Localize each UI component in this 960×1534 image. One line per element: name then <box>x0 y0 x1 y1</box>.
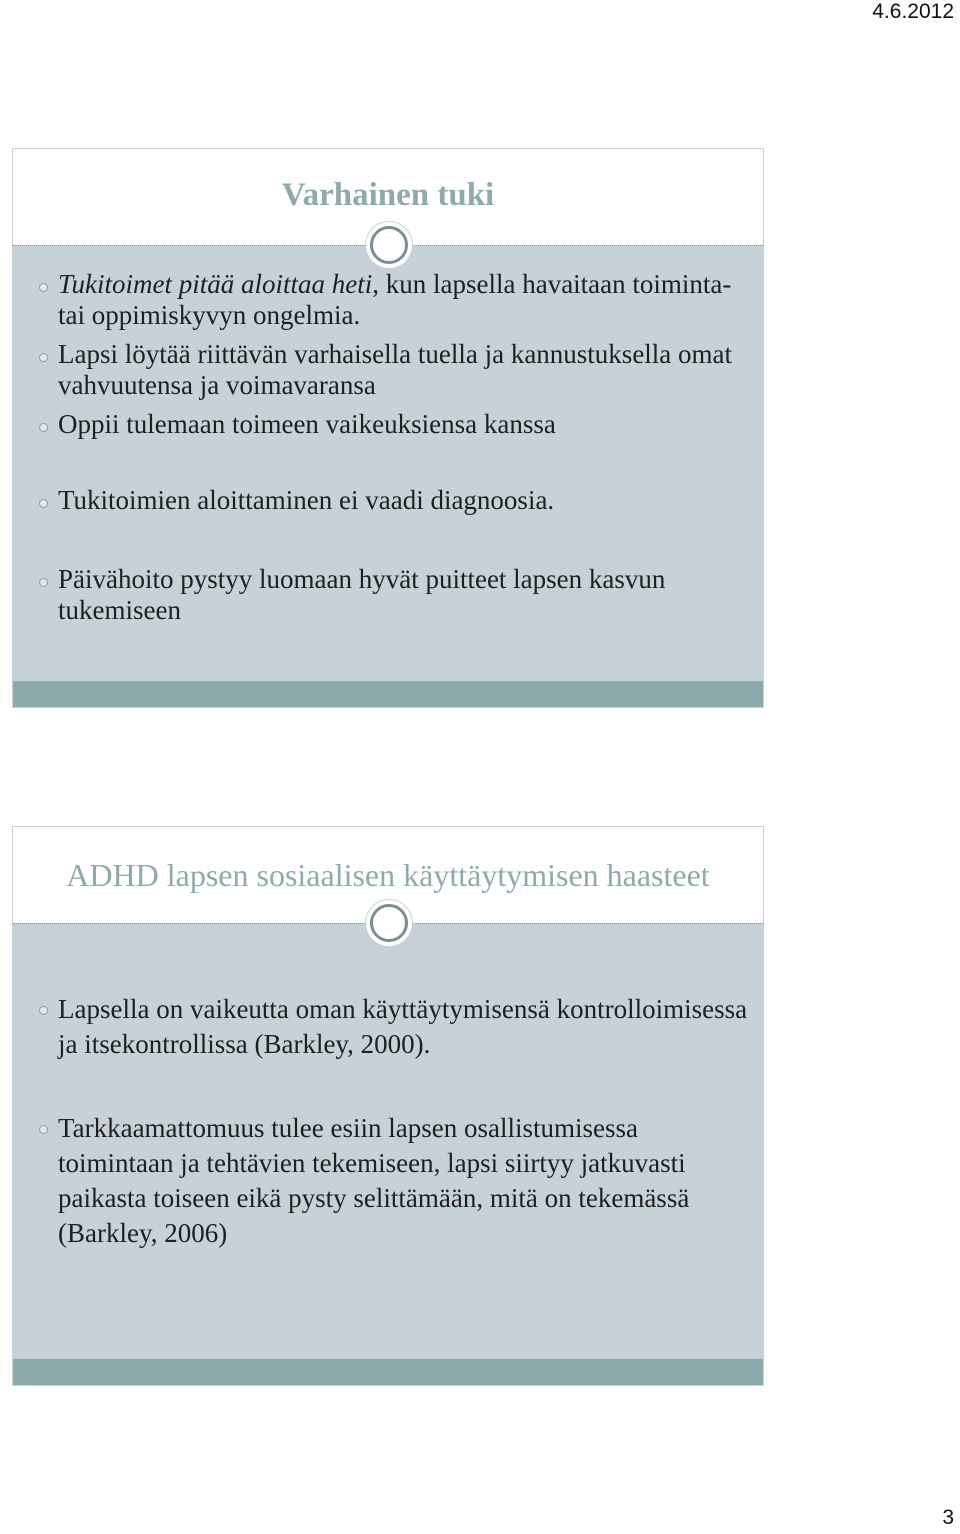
bullet-text: Lapsella on vaikeutta oman käyttäytymisensä kontrolloimisessa ja itsekontrollissa (Barkley, 2000). <box>58 994 748 1059</box>
bullet-item <box>39 409 757 440</box>
bullet-dot-icon <box>39 578 48 587</box>
page-number: 3 <box>942 1506 954 1529</box>
slide-title: Varhainen tuki <box>281 177 495 213</box>
bullet-text: Tukitoimien aloittaminen ei vaadi diagnoosia. <box>58 485 555 515</box>
slide-title: ADHD lapsen sosiaalisen käyttäytymisen haasteet <box>66 857 710 893</box>
bullet-dot-icon <box>39 423 48 432</box>
slide-footer-bar <box>13 681 763 707</box>
bullet-item <box>39 269 757 331</box>
bullet-item <box>39 485 757 516</box>
bullet-text: Oppii tulemaan toimeen vaikeuksiensa kanssa <box>58 409 556 439</box>
bullet-dot-icon <box>39 1125 48 1134</box>
bullet-dot-icon <box>39 499 48 508</box>
bullet-text: Tarkkaamattomuus tulee esiin lapsen osallistumisessa toimintaan ja tehtävien tekemiseen, lapsi siirtyy jatkuvasti paikasta toiseen eikä pysty selittämään, mitä on tekemässä (Barkley, 2006) <box>58 1113 690 1248</box>
bullet-dot-icon <box>39 283 48 292</box>
bullet-item <box>39 339 757 401</box>
bullet-item <box>39 992 757 1062</box>
bullet-dot-icon <box>39 1006 48 1015</box>
divider-circle-ornament <box>370 226 408 264</box>
bullet-text: , kun lapsella havaitaan toiminta- tai oppimiskyvyn ongelmia. <box>58 269 732 330</box>
slide-footer-bar <box>13 1359 763 1385</box>
bullet-text: Päivähoito pystyy luomaan hyvät puitteet lapsen kasvun tukemiseen <box>58 564 666 625</box>
bullet-emphasis: Tukitoimet pitää aloittaa heti <box>58 269 373 299</box>
page-date: 4.6.2012 <box>872 0 954 23</box>
bullet-item <box>39 564 757 626</box>
bullet-text: Lapsi löytää riittävän varhaisella tuella ja kannustuksella omat vahvuutensa ja voimavaransa <box>58 339 733 400</box>
slide-varhainen-tuki <box>12 148 764 708</box>
bullet-item <box>39 1111 757 1251</box>
divider-circle-ornament <box>370 904 408 942</box>
slide-adhd-haasteet <box>12 826 764 1386</box>
bullet-dot-icon <box>39 353 48 362</box>
